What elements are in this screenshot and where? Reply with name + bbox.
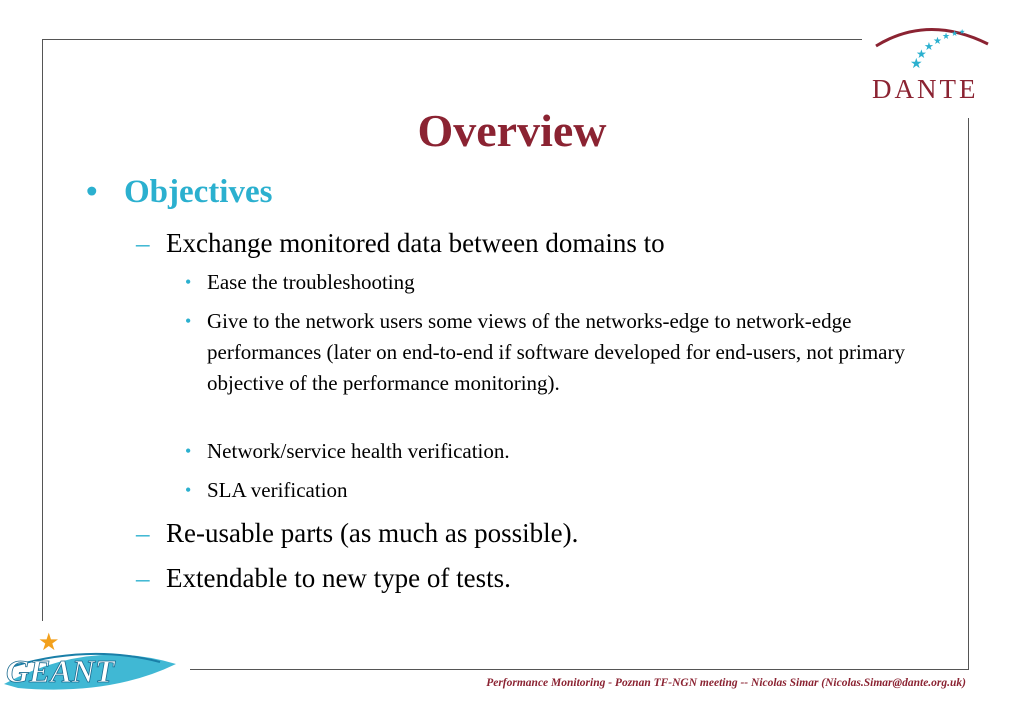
geant-logo-graphic [0, 626, 190, 696]
frame-bottom-line [190, 669, 969, 670]
list-item-text: Extendable to new type of tests. [166, 563, 511, 593]
sub-list-item [185, 306, 927, 399]
dante-logo-text: DANTE [872, 74, 979, 104]
dante-logo-graphic [868, 20, 1018, 110]
sub-list-item-text: Give to the network users some views of the networks-edge to network-edge performances (later on end-to-end if software developed for end-users, not primary objective of the performance monitoring). [207, 309, 905, 395]
svg-text:★: ★ [942, 32, 951, 42]
frame-right-line [968, 118, 969, 670]
sub-list-item-text: Network/service health verification. [207, 439, 510, 463]
list-item [136, 226, 665, 260]
sub-list-item [185, 267, 927, 298]
geant-logo [0, 626, 190, 696]
list-item [136, 561, 511, 595]
bullet-icon: • [86, 174, 98, 210]
list-item-text: Re-usable parts (as much as possible). [166, 518, 579, 548]
svg-text:★: ★ [916, 47, 927, 61]
sub-list-item [185, 436, 927, 467]
bullet-icon: • [185, 441, 192, 461]
star-arc-icon [910, 28, 965, 72]
svg-text:★: ★ [924, 40, 934, 53]
svg-text:★: ★ [951, 29, 959, 38]
dash-icon: – [136, 563, 150, 593]
dante-logo [868, 20, 1018, 110]
sub-list-item-text: SLA verification [207, 478, 348, 502]
list-item-text: Exchange monitored data between domains to [166, 228, 665, 258]
sub-list-item-text: Ease the troubleshooting [207, 270, 415, 294]
footer-text: Performance Monitoring - Poznan TF-NGN meeting -- Nicolas Simar (Nicolas.Simar@dante.org.uk) [486, 677, 966, 689]
svg-text:★: ★ [959, 28, 966, 36]
objectives-heading-text: Objectives [124, 174, 273, 210]
geant-logo-text: GEANT [6, 653, 115, 689]
frame-top-line [42, 39, 862, 40]
bullet-icon: • [185, 480, 192, 500]
star-icon: ★ [38, 628, 60, 656]
list-item [136, 516, 578, 550]
bullet-icon: • [185, 272, 192, 292]
dash-icon: – [136, 228, 150, 258]
svg-text:★: ★ [910, 56, 923, 72]
bullet-icon: • [185, 311, 192, 331]
svg-text:★: ★ [933, 36, 942, 47]
sub-list-item [185, 475, 927, 506]
dash-icon: – [136, 518, 150, 548]
objectives-heading [86, 172, 272, 212]
slide-title: Overview [417, 105, 607, 156]
